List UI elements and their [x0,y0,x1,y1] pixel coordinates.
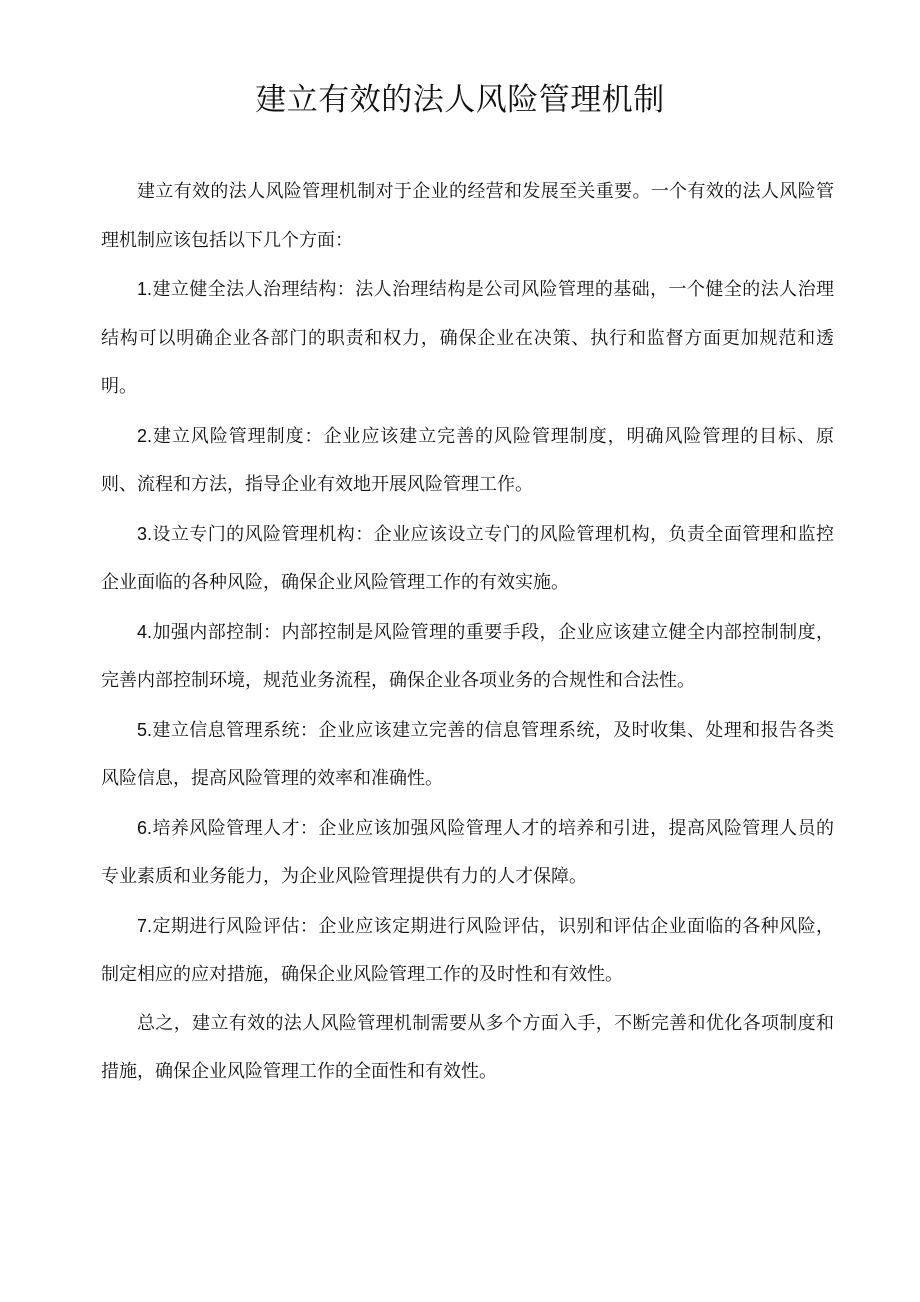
item-number: 5. [137,719,153,740]
item-number: 3. [137,523,153,544]
item-paragraph-6 [101,804,834,902]
item-number: 6. [137,817,153,838]
item-number: 4. [137,621,153,642]
item-text: 内部控制是风险管理的重要手段，企业应该建立健全内部控制制度，完善内部控制环境，规范业务流程，确保企业各项业务的合规性和合法性。 [101,621,835,691]
item-number: 1. [137,279,153,299]
item-text: 企业应该加强风险管理人才的培养和引进，提高风险管理人员的专业素质和业务能力，为企业风险管理提供有力的人才保障。 [101,817,835,887]
item-text: 法人治理结构是公司风险管理的基础，一个健全的法人治理结构可以明确企业各部门的职责和权力，确保企业在决策、执行和监督方面更加规范和透明。 [101,279,835,397]
item-text: 企业应该建立完善的风险管理制度，明确风险管理的目标、原则、流程和方法，指导企业有效地开展风险管理工作。 [101,425,835,495]
item-paragraph-7 [101,902,834,1000]
item-heading: 定期进行风险评估： [152,915,319,937]
item-paragraph-4 [101,608,834,706]
item-text: 企业应该定期进行风险评估，识别和评估企业面临的各种风险，制定相应的应对措施，确保企业风险管理工作的及时性和有效性。 [101,915,835,985]
item-heading: 建立信息管理系统： [152,719,319,741]
item-text: 企业应该建立完善的信息管理系统，及时收集、处理和报告各类风险信息，提高风险管理的效率和准确性。 [101,719,835,789]
item-heading: 加强内部控制： [152,621,282,643]
item-text: 企业应该设立专门的风险管理机构，负责全面管理和监控企业面临的各种风险，确保企业风险管理工作的有效实施。 [101,523,835,593]
item-heading: 培养风险管理人才： [152,817,319,839]
item-number: 2. [137,425,153,446]
item-heading: 建立风险管理制度： [152,425,324,447]
item-heading: 建立健全法人治理结构： [152,279,356,300]
item-paragraph-3 [101,510,834,608]
conclusion-paragraph: 总之，建立有效的法人风险管理机制需要从多个方面入手，不断完善和优化各项制度和措施，确保企业风险管理工作的全面性和有效性。 [101,1012,834,1082]
intro-paragraph: 建立有效的法人风险管理机制对于企业的经营和发展至关重要。一个有效的法人风险管理机制应该包括以下几个方面： [101,181,834,251]
item-paragraph-2 [101,412,834,510]
document-title: 建立有效的法人风险管理机制 [255,82,665,118]
document-body [101,168,834,1097]
item-paragraph-5 [101,706,834,804]
item-heading: 设立专门的风险管理机构： [152,523,374,545]
item-number: 7. [137,915,153,936]
item-paragraph-1 [101,265,834,412]
